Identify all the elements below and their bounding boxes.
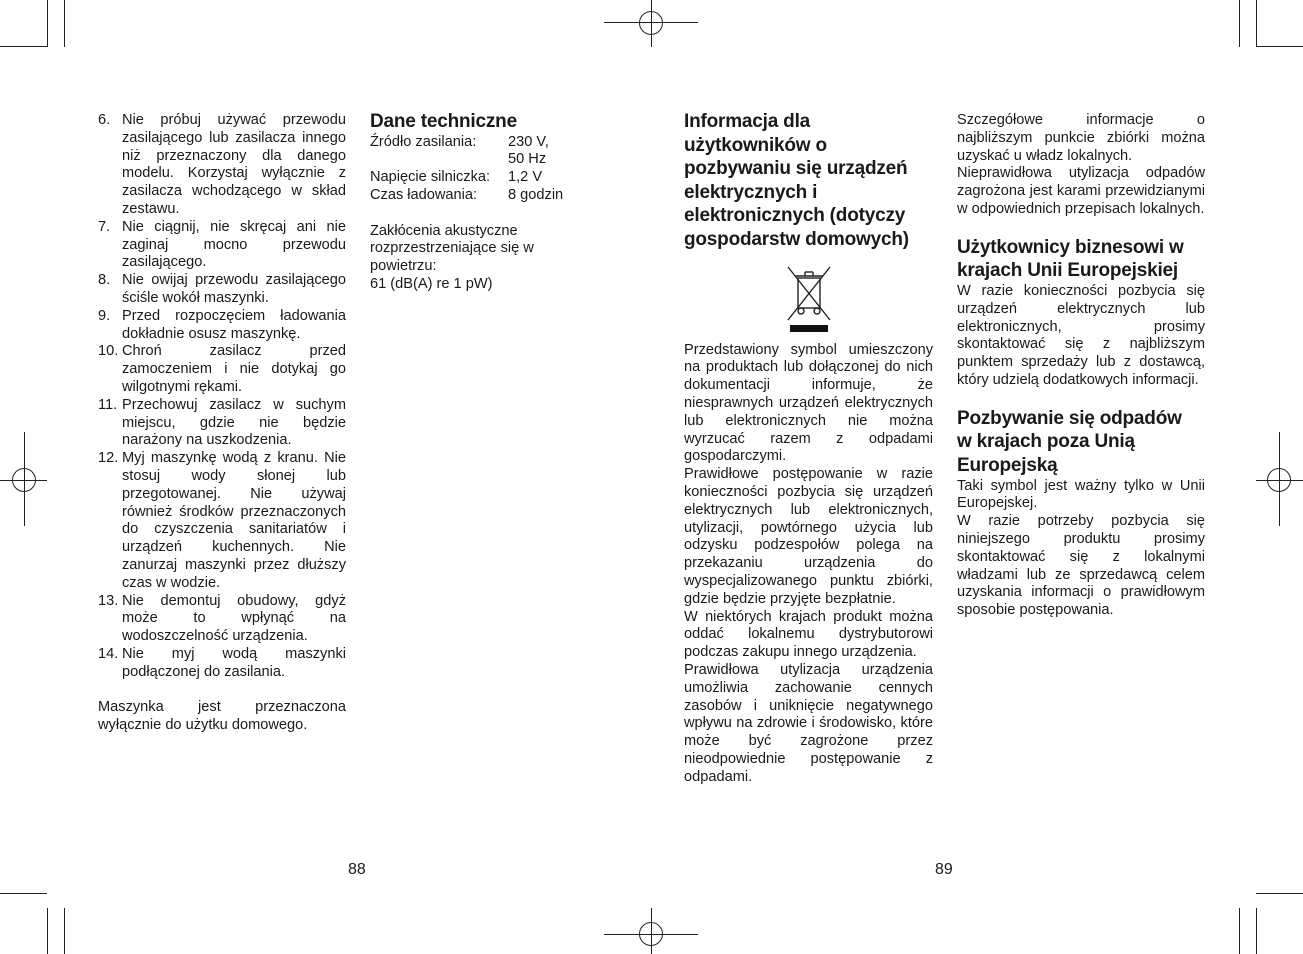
spec-value: 8 godzin	[508, 186, 564, 203]
list-item-text: Przechowuj zasilacz w suchym miejscu, gdzie nie będzie narażony na uszkodzenia.	[122, 396, 346, 449]
instruction-list	[98, 112, 346, 682]
list-item-number: 6.	[98, 112, 111, 128]
noise-value: 61 (dB(A) re 1 pW)	[370, 275, 493, 292]
list-item-text: Nie myj wodą maszynki podłączonej do zasilania.	[122, 645, 346, 680]
specs-title: Dane techniczne	[370, 111, 517, 132]
spec-row	[370, 169, 610, 187]
outside-eu-title: Pozbywanie się odpadów w krajach poza Unią Europejską	[957, 407, 1182, 476]
technical-data	[370, 110, 610, 294]
list-item	[98, 397, 346, 450]
list-item-text: Chroń zasilacz przed zamoczeniem i nie dotykaj go wilgotnymi rękami.	[122, 343, 346, 395]
list-item-text: Myj maszynkę wodą z kranu. Nie stosuj wody słonej lub przegotowanej. Nie używaj również środków przeznaczonych do czyszczenia sanitariatów i urządzeń kuchennych. Nie zanurzaj maszynki przez dłuższy czas w wodzie.	[122, 450, 346, 591]
list-item-number: 9.	[98, 307, 111, 324]
safety-instructions	[98, 112, 346, 735]
list-item-text: Nie demontuj obudowy, gdyż może to wpłynąć na wodoszczelność urządzenia.	[122, 592, 346, 645]
outside-eu-paragraph-2: W razie potrzeby pozbycia się niniejszego produktu prosimy skontaktować się z lokalnymi władzami lub ze sprzedawcą celem uzyskania informacji o prawidłowym sposobie postępowania.	[957, 513, 1205, 619]
disposal-paragraph: W niektórych krajach produkt można oddać lokalnemu dystrybutorowi podczas zakupu innego urządzenia.	[684, 608, 933, 661]
spec-key: Czas ładowania:	[370, 186, 478, 203]
intro-paragraph-1: Szczegółowe informacje o najbliższym punkcie zbiórki można uzyskać u władz lokalnych.	[957, 112, 1205, 164]
spec-key	[370, 151, 508, 169]
page-number-right: 89	[935, 861, 953, 878]
list-item-number: 12.	[98, 450, 119, 467]
list-item-number: 8.	[98, 272, 111, 289]
intro-paragraph-2: Nieprawidłowa utylizacja odpadów zagrożona jest karami przewidzianymi w odpowiednich przepisach lokalnych.	[957, 165, 1205, 217]
spec-row	[370, 134, 610, 152]
spec-key: Napięcie silniczka:	[370, 169, 491, 186]
list-item-number: 14.	[98, 645, 119, 662]
list-item-text: Nie ciągnij, nie skręcaj ani nie zaginaj mocno przewodu zasilającego.	[122, 218, 346, 271]
list-item-number: 11.	[98, 396, 118, 413]
disposal-paragraph: Przedstawiony symbol umieszczony na produktach lub dołączonej do nich dokumentacji informuje, że niesprawnych urządzeń elektrycznych lub elektronicznych nie można wyrzucać razem z odpadami gospodarczymi.	[684, 341, 933, 465]
specs-table	[370, 134, 610, 205]
business-users-text: W razie konieczności pozbycia się urządzeń elektrycznych lub elektronicznych, prosimy skontaktować się z najbliższym punktem sprzedaży lub z dostawcą, który udzielą dodatkowych informacji.	[957, 282, 1205, 388]
outside-eu-paragraph-1: Taki symbol jest ważny tylko w Unii Europejskej.	[957, 477, 1205, 512]
list-item-number: 13.	[98, 592, 119, 609]
spec-row	[370, 187, 610, 205]
list-item-text: Nie próbuj używać przewodu zasilającego lub zasilacza innego niż przeznaczony dla danego modelu. Korzystaj wyłącznie z zasilacza wchodzącego w skład zestawu.	[122, 112, 346, 217]
business-users-title: Użytkownicy biznesowi w krajach Unii Europejskiej	[957, 236, 1184, 282]
page-number-left: 88	[348, 861, 366, 878]
disposal-paragraphs	[684, 342, 933, 787]
list-item	[98, 450, 346, 592]
list-item-text: Przed rozpoczęciem ładowania dokładnie osusz maszynkę.	[122, 307, 346, 342]
disposal-paragraph: Prawidłowa utylizacja urządzenia umożliwia zachowanie cennych zasobów i uniknięcie negatywnego wpływu na zdrowie i środowisko, które może być zagrożone przez nieodpowiednie postępowanie z odpadami.	[684, 661, 933, 785]
list-item	[98, 308, 346, 344]
disposal-info	[684, 110, 933, 786]
list-item	[98, 219, 346, 272]
spec-value: 1,2 V	[508, 169, 543, 186]
list-item-text: Nie owijaj przewodu zasilającego ściśle wokół maszynki.	[122, 272, 346, 306]
spec-key: Źródło zasilania:	[370, 133, 477, 150]
disposal-paragraph: Prawidłowe postępowanie w razie konieczności pozbycia się urządzeń elektrycznych lub elektronicznych, utylizacji, powtórnego użycia lub odzysku podzespołów polega na przekazaniu urządzenia do wyspecjalizowanego punktu zbiórki, gdzie będzie przyjęte bezpłatnie.	[684, 466, 933, 607]
household-use-note: Maszynka jest przeznaczona wyłącznie do użytku domowego.	[98, 699, 346, 734]
list-item-number: 10.	[98, 343, 119, 360]
crossed-out-wheelie-bin-icon	[684, 264, 933, 334]
list-item	[98, 646, 346, 682]
list-item	[98, 343, 346, 396]
list-item	[98, 593, 346, 646]
list-item-number: 7.	[98, 218, 111, 235]
spec-row	[370, 151, 610, 169]
spec-value: 50 Hz	[508, 151, 547, 168]
disposal-title: Informacja dla użytkowników o pozbywaniu się urządzeń elektrycznych i elektronicznych (dotyczy gospodarstw domowych)	[684, 111, 909, 250]
additional-info	[957, 112, 1205, 620]
noise-text: Zakłócenia akustyczne rozprzestrzeniające się w powietrzu:	[370, 222, 534, 275]
list-item	[98, 272, 346, 308]
list-item	[98, 112, 346, 219]
spec-value: 230 V,	[508, 133, 549, 150]
